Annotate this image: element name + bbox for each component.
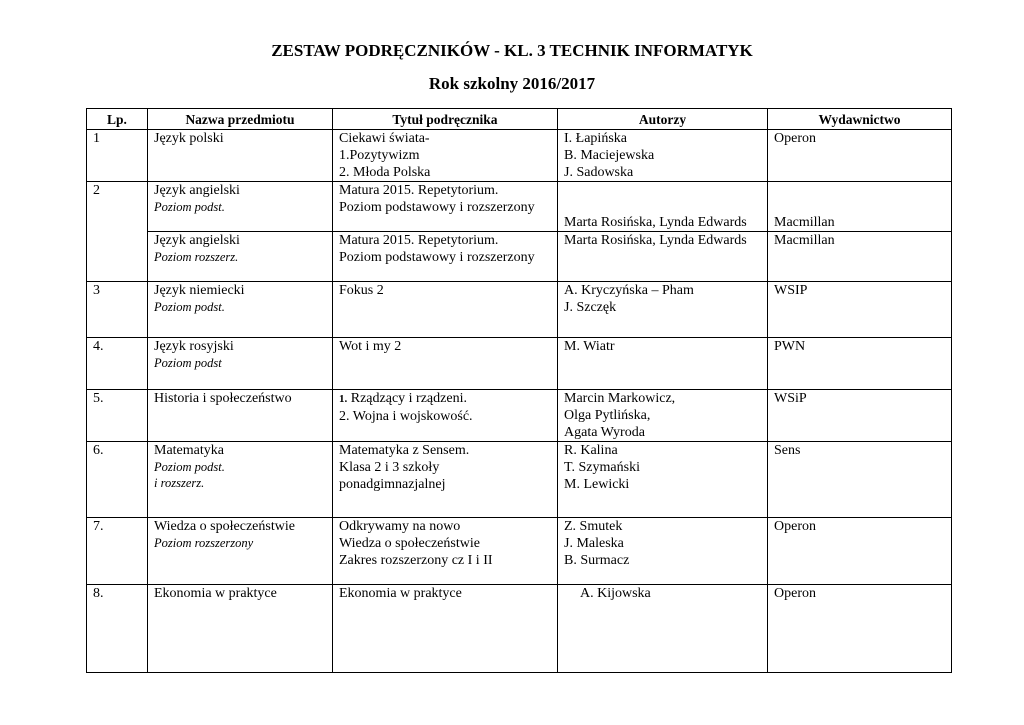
cell-publisher: WSiP: [768, 390, 952, 442]
table-row: [87, 338, 952, 390]
header-title: Tytuł podręcznika: [333, 109, 558, 130]
title-line: [339, 390, 557, 408]
title-line: Poziom podstawowy i rozszerzony: [339, 250, 535, 265]
author-line: Marta Rosińska, Lynda Edwards: [564, 233, 747, 248]
cell-authors: [558, 518, 768, 585]
title-line: 1.Pozytywizm: [339, 148, 420, 163]
cell-title: [333, 182, 558, 232]
cell-subject: [148, 518, 333, 585]
title-line: Klasa 2 i 3 szkoły: [339, 460, 440, 475]
title-text: Rządzący i rządzeni.: [350, 391, 467, 406]
author-line: B. Surmacz: [564, 553, 630, 568]
cell-title: [333, 390, 558, 442]
table-row: [87, 442, 952, 518]
subject-level: i rozszerz.: [154, 476, 205, 490]
title-line: Wot i my 2: [339, 339, 402, 354]
header-lp: Lp.: [87, 109, 148, 130]
cell-lp: 8.: [87, 585, 148, 673]
cell-title: [333, 282, 558, 338]
cell-publisher: WSIP: [768, 282, 952, 338]
cell-title: [333, 585, 558, 673]
table-row: [87, 282, 952, 338]
cell-subject: [148, 130, 333, 182]
subject-level: Poziom podst.: [154, 200, 225, 214]
cell-authors: [558, 585, 768, 673]
subject-level: Poziom rozszerz.: [154, 250, 239, 264]
cell-authors: [558, 390, 768, 442]
table-row: [87, 182, 952, 232]
cell-subject: [148, 232, 333, 282]
header-authors: Autorzy: [558, 109, 768, 130]
cell-lp: 3: [87, 282, 148, 338]
cell-authors: [558, 232, 768, 282]
cell-lp: 5.: [87, 390, 148, 442]
title-line: Matematyka z Sensem.: [339, 443, 470, 458]
cell-lp: 4.: [87, 338, 148, 390]
cell-title: [333, 130, 558, 182]
cell-authors: [558, 130, 768, 182]
title-line: Poziom podstawowy i rozszerzony: [339, 200, 535, 215]
subject-name: Historia i społeczeństwo: [154, 391, 292, 406]
title-line: Ekonomia w praktyce: [339, 586, 462, 601]
author-line: J. Sadowska: [564, 165, 634, 180]
title-line: Ciekawi świata-: [339, 131, 430, 146]
subject-name: Matematyka: [154, 443, 224, 458]
textbook-table: [86, 108, 952, 673]
cell-title: [333, 232, 558, 282]
author-line: M. Wiatr: [564, 339, 615, 354]
cell-title: [333, 518, 558, 585]
cell-publisher: Operon: [768, 130, 952, 182]
title-line: Odkrywamy na nowo: [339, 519, 461, 534]
page-title: ZESTAW PODRĘCZNIKÓW - KL. 3 TECHNIK INFORMATYK: [271, 41, 753, 60]
cell-title: [333, 442, 558, 518]
title-line: Wiedza o społeczeństwie: [339, 536, 480, 551]
table-row: [87, 232, 952, 282]
cell-subject: [148, 282, 333, 338]
subject-name: Język polski: [154, 131, 224, 146]
cell-authors: [558, 442, 768, 518]
subject-name: Język angielski: [154, 233, 240, 248]
author-line: B. Maciejewska: [564, 148, 655, 163]
cell-publisher: Sens: [768, 442, 952, 518]
cell-lp: 6.: [87, 442, 148, 518]
cell-publisher: Operon: [768, 585, 952, 673]
header-subject: Nazwa przedmiotu: [148, 109, 333, 130]
cell-authors: [558, 282, 768, 338]
subject-level: Poziom podst.: [154, 460, 225, 474]
cell-publisher: Macmillan: [768, 232, 952, 282]
title-line: 2. Wojna i wojskowość.: [339, 409, 473, 424]
cell-lp: 2: [87, 182, 148, 282]
cell-authors: [558, 182, 768, 232]
subject-name: Język rosyjski: [154, 339, 234, 354]
cell-subject: [148, 442, 333, 518]
author-line: A. Kijowska: [580, 586, 651, 601]
cell-subject: [148, 390, 333, 442]
author-line: Olga Pytlińska,: [564, 408, 651, 423]
table-row: [87, 390, 952, 442]
cell-lp: 7.: [87, 518, 148, 585]
cell-subject: [148, 585, 333, 673]
author-line: M. Lewicki: [564, 477, 630, 492]
cell-lp: 1: [87, 130, 148, 182]
author-line: Z. Smutek: [564, 519, 623, 534]
title-line: Matura 2015. Repetytorium.: [339, 233, 499, 248]
table-row: [87, 585, 952, 673]
title-number: 1.: [339, 393, 348, 405]
cell-publisher: PWN: [768, 338, 952, 390]
subject-name: Język angielski: [154, 183, 240, 198]
author-line: Marcin Markowicz,: [564, 391, 676, 406]
title-line: 2. Młoda Polska: [339, 165, 431, 180]
title-line: Matura 2015. Repetytorium.: [339, 183, 499, 198]
cell-authors: [558, 338, 768, 390]
subject-level: Poziom rozszerzony: [154, 536, 254, 550]
author-line: I. Łapińska: [564, 131, 627, 146]
header-publisher: Wydawnictwo: [768, 109, 952, 130]
subject-level: Poziom podst.: [154, 300, 225, 314]
table-row: [87, 130, 952, 182]
subject-name: Wiedza o społeczeństwie: [154, 519, 295, 534]
author-line: T. Szymański: [564, 460, 640, 475]
page-subtitle: Rok szkolny 2016/2017: [428, 74, 596, 93]
title-line: Zakres rozszerzony cz I i II: [339, 553, 493, 568]
cell-title: [333, 338, 558, 390]
subject-name: Ekonomia w praktyce: [154, 586, 277, 601]
subject-name: Język niemiecki: [154, 283, 245, 298]
title-line: ponadgimnazjalnej: [339, 477, 446, 492]
author-line: Marta Rosińska, Lynda Edwards: [564, 215, 747, 230]
cell-subject: [148, 338, 333, 390]
author-line: J. Szczęk: [564, 300, 617, 315]
author-line: R. Kalina: [564, 443, 618, 458]
cell-publisher: Operon: [768, 518, 952, 585]
title-line: Fokus 2: [339, 283, 384, 298]
table-header-row: [87, 109, 952, 130]
author-line: A. Kryczyńska – Pham: [564, 283, 694, 298]
subject-level: Poziom podst: [154, 356, 222, 370]
cell-subject: [148, 182, 333, 232]
cell-publisher: Macmillan: [768, 182, 952, 232]
table-row: [87, 518, 952, 585]
author-line: J. Maleska: [564, 536, 624, 551]
author-line: Agata Wyroda: [564, 425, 645, 440]
